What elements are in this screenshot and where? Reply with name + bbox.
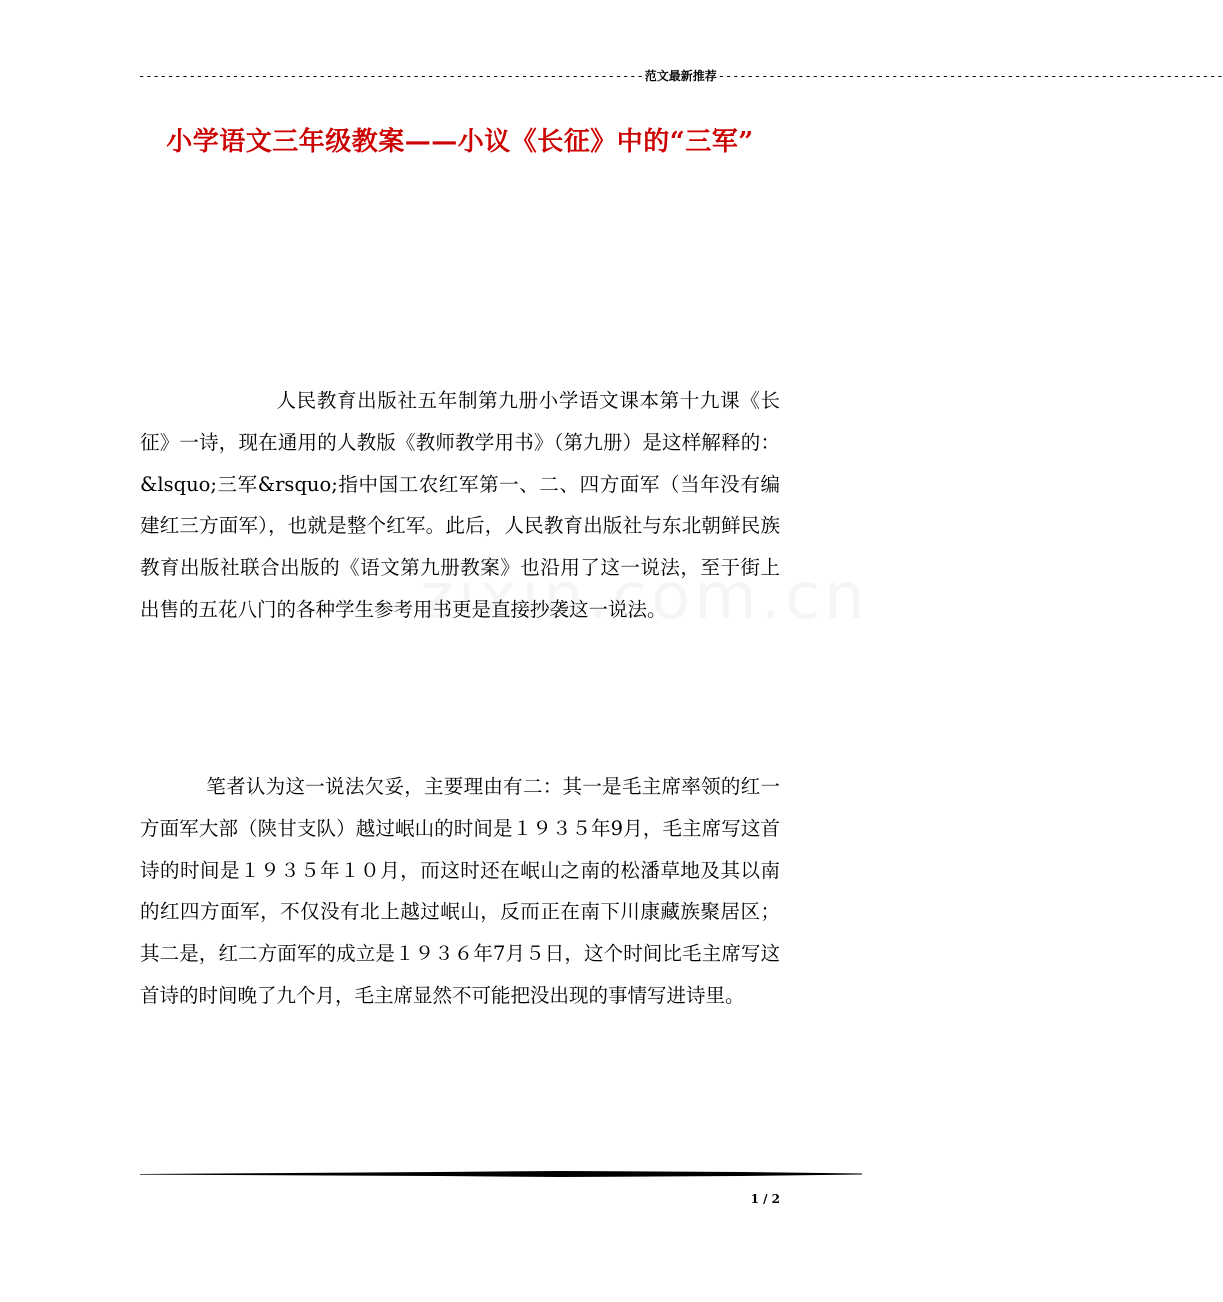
footer-rule (140, 1168, 862, 1180)
header-right-dashes: ---------------------------------------------------------------------- (717, 69, 1223, 83)
paragraph-1: 人民教育出版社五年制第九册小学语文课本第十九课《长征》一诗，现在通用的人教版《教师教学用书》（第九册）是这样解释的：&lsquo;三军&rsquo;指中国工农红军第一、二、四方面军（当年没有编建红三方面军），也就是整个红军。此后，人民教育出版社与东北朝鲜民族教育出版社联合出版的《语文第九册教案》也沿用了这一说法，至于街上出售的五花八门的各种学生参考用书更是直接抄袭这一说法。 (140, 389, 780, 621)
paragraph-2: 笔者认为这一说法欠妥，主要理由有二：其一是毛主席率领的红一方面军大部（陕甘支队）越过岷山的时间是１９３５年9月，毛主席写这首诗的时间是１９３５年１０月，而这时还在岷山之南的松潘草地及其以南的红四方面军，不仅没有北上越过岷山，反而正在南下川康藏族聚居区；其二是，红二方面军的成立是１９３６年7月５日，这个时间比毛主席写这首诗的时间晚了九个月，毛主席显然不可能把没出现的事情写进诗里。 (140, 775, 780, 1007)
document-title: 小学语文三年级教案——小议《长征》中的“三军” (166, 127, 754, 157)
page-number: 1 / 2 (750, 1192, 780, 1206)
page-header (138, 66, 1223, 86)
header-label: 范文最新推荐 (644, 69, 717, 83)
header-left-dashes: ---------------------------------------------------------------------- (138, 69, 644, 83)
